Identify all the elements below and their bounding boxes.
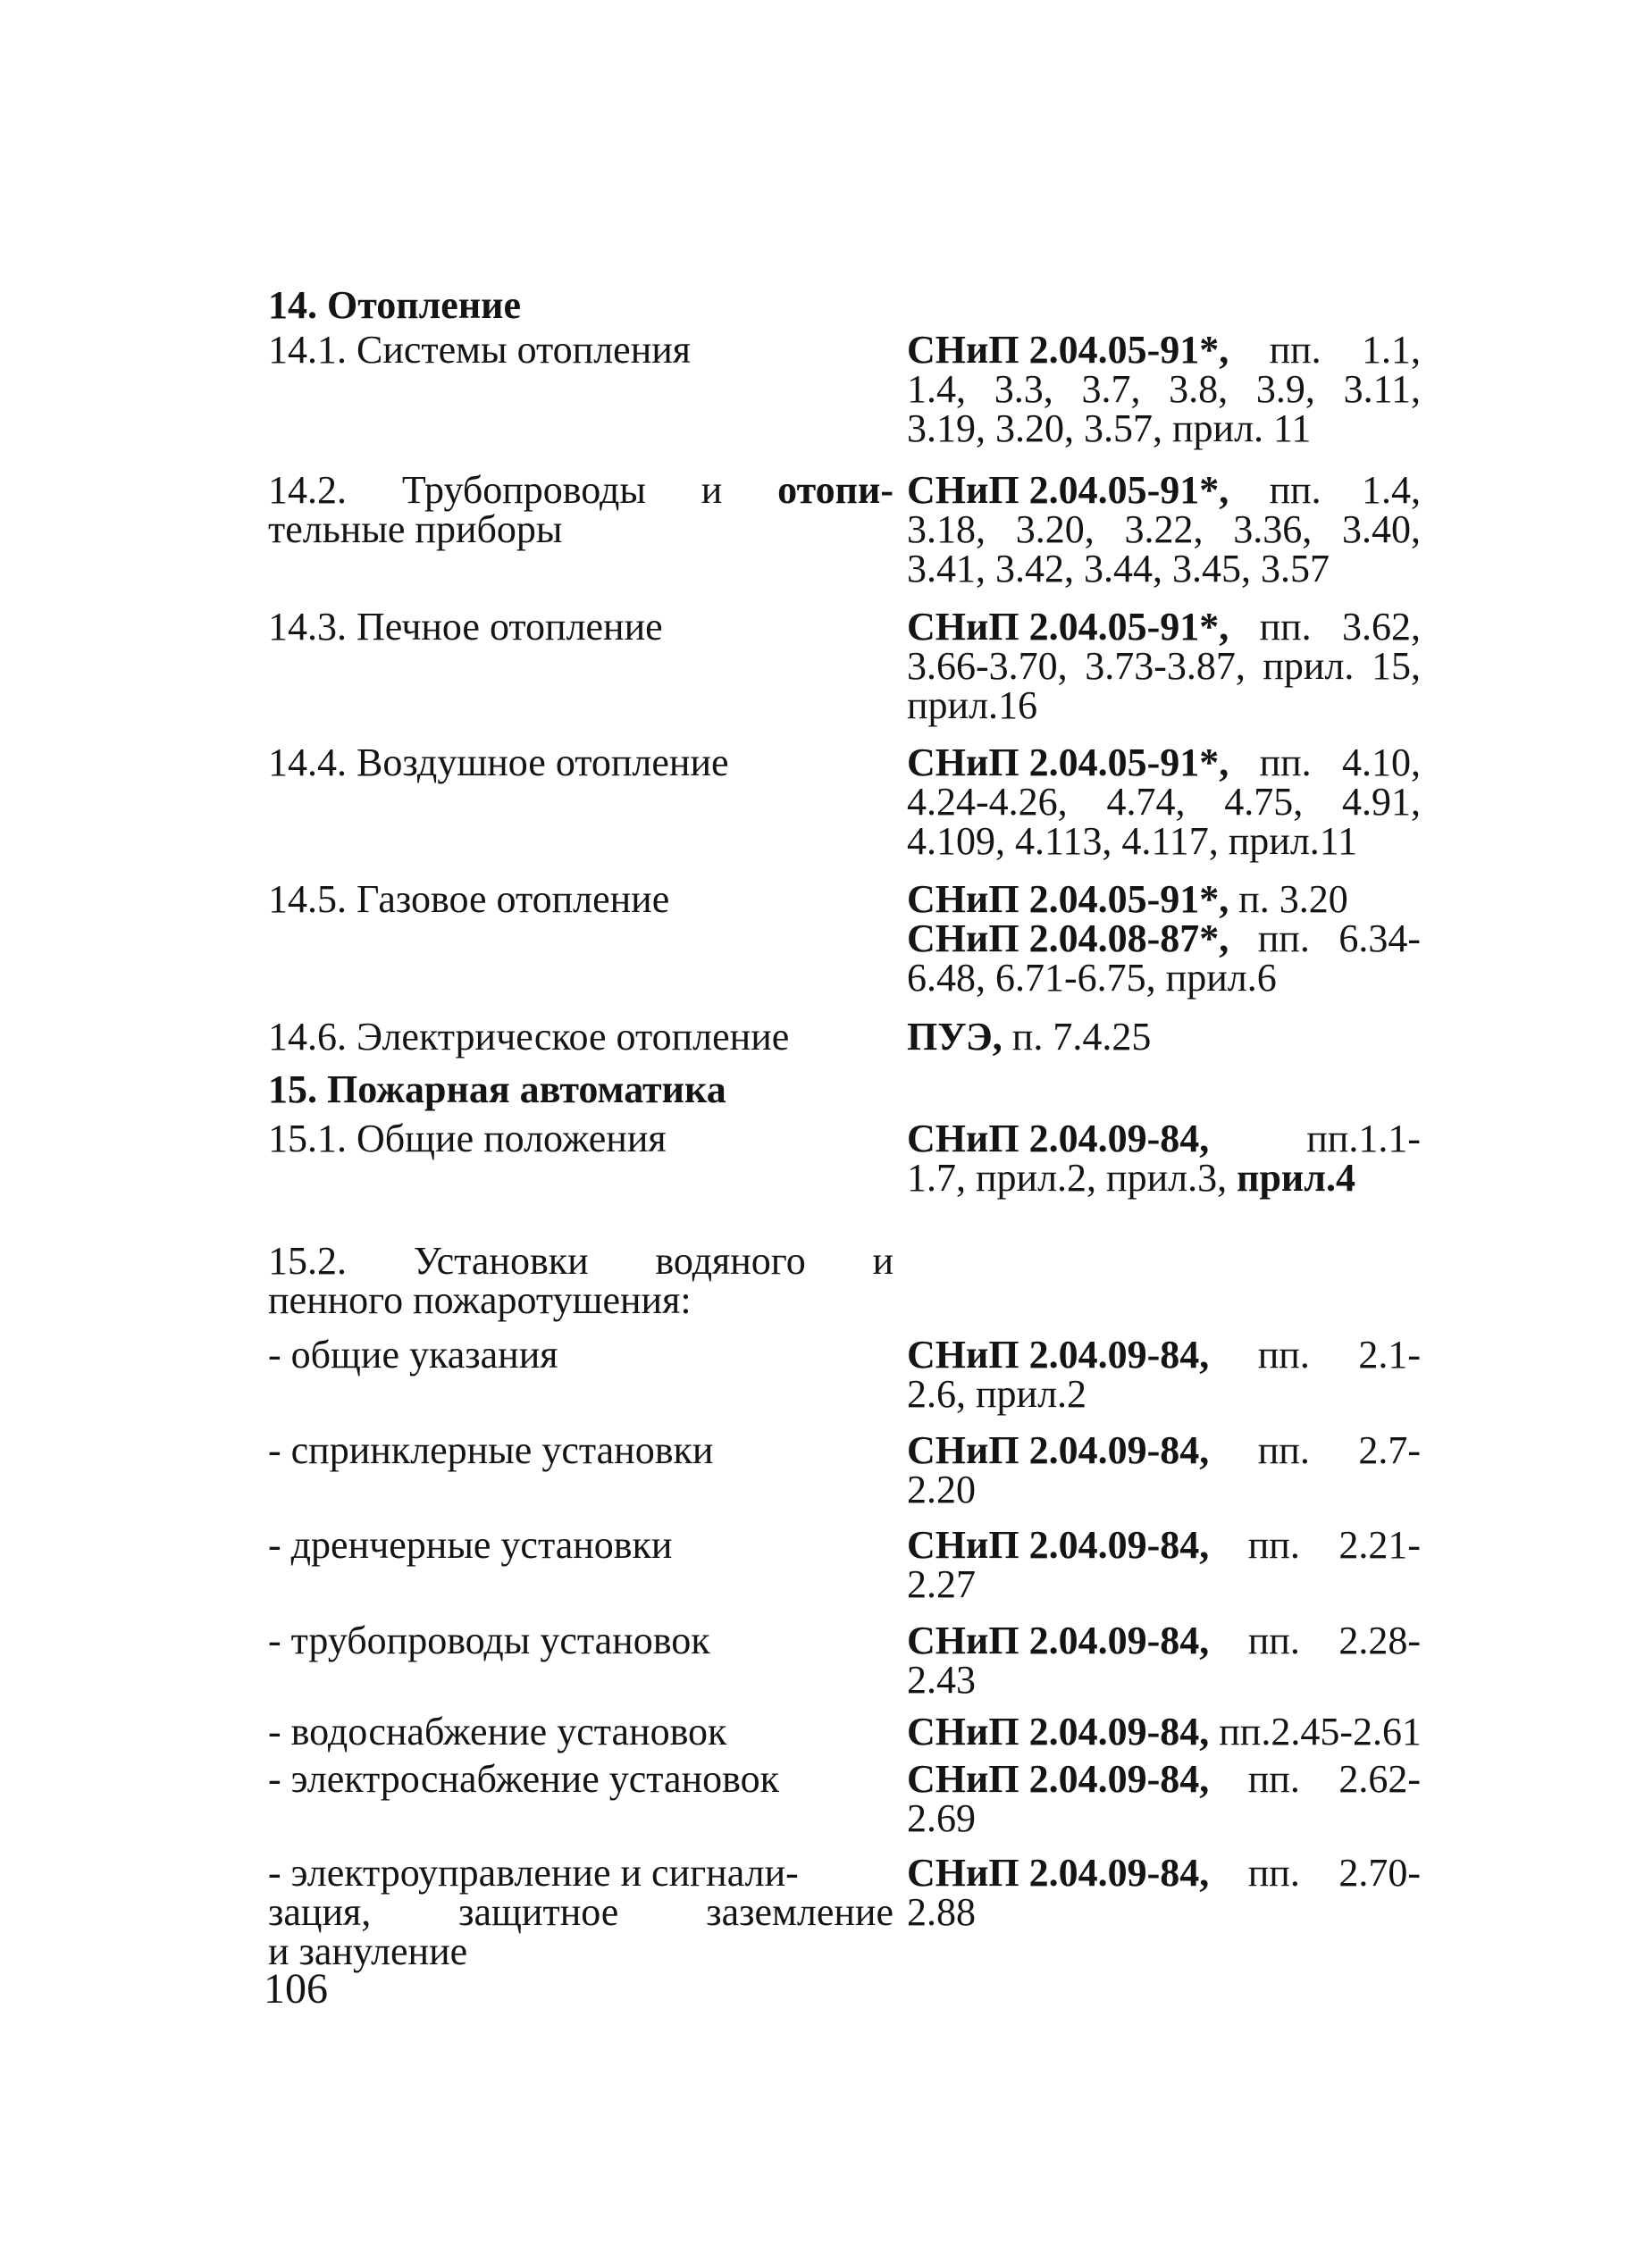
word: пп. [1257, 1333, 1310, 1377]
norm-reference-cell [907, 1851, 1421, 1934]
text-span: прил.16 [907, 683, 1038, 727]
text-span: п. 7.4.25 [1002, 1015, 1152, 1059]
word: прил. [1263, 644, 1355, 688]
topic-line [268, 468, 894, 512]
reference-line [907, 406, 1421, 450]
word: пп. [1257, 1428, 1310, 1472]
text-span: - дренчерные установки [268, 1523, 673, 1567]
topic-cell [268, 607, 894, 647]
text-span: ПУЭ [907, 1015, 993, 1059]
word: пп. [1259, 741, 1312, 784]
reference-line [907, 743, 1421, 783]
text-span: пп.2.45-2.61 [1209, 1710, 1422, 1753]
word: 3.73-3.87, [1085, 644, 1246, 688]
text-span: - спринклерные установки [268, 1428, 714, 1472]
norm-reference-cell [907, 1428, 1421, 1511]
topic-line [268, 1017, 894, 1057]
text-span: - водоснабжение установок [268, 1710, 727, 1753]
text-span: , [1199, 1710, 1210, 1753]
text-span: 2.69 [907, 1796, 976, 1840]
reference-line [907, 507, 1421, 551]
topic-cell [268, 1851, 894, 1973]
topic-line [268, 1335, 894, 1375]
text-span: 2.88 [907, 1890, 976, 1934]
text-span: , [1219, 877, 1229, 921]
reference-line [907, 1796, 1421, 1840]
text-span: 2.27 [907, 1562, 976, 1606]
topic-cell [268, 1621, 894, 1661]
norm-reference-cell [907, 1523, 1421, 1606]
text-span: тельные приборы [268, 507, 563, 551]
word: 2.28- [1338, 1619, 1421, 1662]
reference-line [907, 1757, 1421, 1801]
topic-cell [268, 328, 894, 372]
text-span: 3.19, 3.20, 3.57, прил. 11 [907, 406, 1312, 450]
text-span: прил.4 [1237, 1156, 1355, 1200]
topic-line [268, 1119, 894, 1159]
word: пп. [1257, 916, 1310, 960]
word: СНиП 2.04.09-84, [907, 1117, 1210, 1160]
text-span: СНиП 2.04.05-91* [907, 877, 1220, 921]
word: 15, [1371, 644, 1421, 688]
reference-line [907, 1658, 1421, 1702]
text-span: 14.1. Системы отопления [268, 328, 692, 372]
reference-line [907, 819, 1421, 863]
norm-reference-cell [907, 328, 1421, 450]
word: пп. [1247, 1619, 1300, 1662]
reference-line [907, 1428, 1421, 1472]
word: 4.24-4.26, [907, 780, 1068, 824]
text-span: 2.20 [907, 1468, 976, 1511]
text-span: 14.4. Воздушное отопление [268, 741, 729, 784]
topic-cell [268, 1757, 894, 1801]
word: СНиП 2.04.09-84, [907, 1428, 1210, 1472]
reference-line [907, 607, 1421, 647]
topic-line [268, 1523, 894, 1567]
word: зация, [268, 1890, 372, 1934]
word: пп. [1269, 328, 1321, 372]
reference-line [907, 916, 1421, 960]
word: 3.8, [1169, 367, 1229, 411]
reference-line [907, 1890, 1421, 1934]
word: 3.62, [1341, 605, 1421, 649]
word: отопи- [777, 468, 894, 512]
reference-line [907, 1335, 1421, 1375]
norm-reference-cell [907, 1621, 1421, 1700]
reference-line [907, 1621, 1421, 1661]
word: 4.75, [1224, 780, 1304, 824]
text-span: - электроснабжение установок [268, 1757, 779, 1801]
text-span: СНиП 2.04.09-84 [907, 1710, 1200, 1753]
text-span: 6.48, 6.71-6.75, прил.6 [907, 956, 1277, 1000]
norm-reference-cell [907, 1017, 1421, 1057]
text-span: 14.3. Печное отопление [268, 605, 663, 649]
topic-line [268, 328, 894, 372]
word: СНиП 2.04.09-84, [907, 1523, 1210, 1567]
word: 2.21- [1338, 1523, 1421, 1567]
text-span: - электроуправление и сигнали- [268, 1851, 799, 1895]
topic-cell [268, 1712, 894, 1752]
norm-reference-cell [907, 877, 1421, 1000]
reference-line [907, 1372, 1421, 1416]
topic-line [268, 1712, 894, 1752]
reference-line [907, 328, 1421, 372]
reference-line [907, 1156, 1421, 1200]
topic-cell [268, 1335, 894, 1375]
topic-line [268, 1890, 894, 1934]
word: пп. [1259, 605, 1312, 649]
word: 3.22, [1124, 507, 1204, 551]
topic-line [268, 1428, 894, 1472]
text-span: 2.6, прил.2 [907, 1372, 1087, 1416]
text-span: - общие указания [268, 1333, 558, 1377]
word: 14.2. [268, 468, 347, 512]
reference-line [907, 1712, 1421, 1752]
word: 2.7- [1358, 1428, 1421, 1472]
word: 1.4, [1361, 468, 1421, 512]
word: пп. [1247, 1757, 1300, 1801]
text-span: 14.5. Газовое отопление [268, 877, 670, 921]
word: водяного [655, 1239, 806, 1283]
reference-line [907, 1851, 1421, 1895]
topic-line [268, 1757, 894, 1801]
reference-line [907, 1562, 1421, 1606]
reference-line [907, 468, 1421, 512]
reference-line [907, 367, 1421, 411]
page-number: 106 [264, 1965, 328, 2013]
topic-cell [268, 1428, 894, 1472]
topic-cell [268, 1523, 894, 1567]
reference-line [907, 958, 1421, 998]
norm-reference-cell [907, 1335, 1421, 1414]
word: СНиП 2.04.05-91*, [907, 328, 1229, 372]
word: заземление [706, 1890, 894, 1934]
reference-line [907, 683, 1421, 727]
word: 3.20, [1015, 507, 1095, 551]
word: 6.34- [1338, 916, 1421, 960]
topic-line [268, 1239, 894, 1283]
word: СНиП 2.04.05-91*, [907, 605, 1229, 649]
word: 4.74, [1106, 780, 1186, 824]
text-span: , [992, 1015, 1003, 1059]
norm-reference-cell [907, 743, 1421, 861]
topic-line [268, 1851, 894, 1895]
word: и [872, 1239, 894, 1283]
reference-line [907, 644, 1421, 688]
reference-line [907, 780, 1421, 824]
word: 15.2. [268, 1239, 347, 1283]
word: пп. [1247, 1523, 1300, 1567]
word: Установки [413, 1239, 589, 1283]
topic-line [268, 877, 894, 921]
norm-reference-cell [907, 1712, 1421, 1752]
norm-reference-cell [907, 1119, 1421, 1198]
topic-cell [268, 877, 894, 921]
topic-line [268, 507, 894, 551]
text-span: п. 3.20 [1229, 877, 1348, 921]
reference-line [907, 1523, 1421, 1567]
word: 1.1, [1361, 328, 1421, 372]
word: СНиП 2.04.09-84, [907, 1851, 1210, 1895]
topic-line [268, 1621, 894, 1661]
word: 4.10, [1341, 741, 1421, 784]
reference-line [907, 1119, 1421, 1159]
word: 3.9, [1255, 367, 1315, 411]
word: 2.62- [1338, 1757, 1421, 1801]
word: СНиП 2.04.08-87*, [907, 916, 1229, 960]
word: СНиП 2.04.05-91*, [907, 468, 1229, 512]
reference-line [907, 549, 1421, 589]
topic-line [268, 743, 894, 783]
topic-cell [268, 1119, 894, 1159]
topic-cell [268, 1017, 894, 1057]
topic-line [268, 1278, 894, 1322]
section-heading-fire-automation: 15. Пожарная автоматика [268, 1067, 726, 1111]
word: 2.70- [1338, 1851, 1421, 1895]
word: 3.66-3.70, [907, 644, 1068, 688]
word: пп. [1269, 468, 1321, 512]
norm-reference-cell [907, 1757, 1421, 1840]
word: пп.1.1- [1306, 1117, 1421, 1160]
word: Трубопроводы [401, 468, 646, 512]
text-span: 2.43 [907, 1658, 976, 1702]
word: СНиП 2.04.05-91*, [907, 741, 1229, 784]
word: и [701, 468, 723, 512]
norm-reference-cell [907, 468, 1421, 590]
word: 3.18, [907, 507, 986, 551]
word: 3.7, [1081, 367, 1141, 411]
word: СНиП 2.04.09-84, [907, 1333, 1210, 1377]
word: пп. [1247, 1851, 1300, 1895]
topic-cell [268, 1239, 894, 1322]
word: СНиП 2.04.09-84, [907, 1757, 1210, 1801]
word: 3.3, [994, 367, 1053, 411]
topic-cell [268, 468, 894, 551]
text-span: 1.7, прил.2, прил.3, [907, 1156, 1237, 1200]
text-span: 3.41, 3.42, 3.44, 3.45, 3.57 [907, 547, 1330, 590]
reference-line [907, 1017, 1421, 1057]
word: 1.4, [907, 367, 966, 411]
word: СНиП 2.04.09-84, [907, 1619, 1210, 1662]
word: 3.40, [1342, 507, 1421, 551]
text-span: 14.6. Электрическое отопление [268, 1015, 790, 1059]
text-span: и зануление [268, 1929, 468, 1973]
word: 3.11, [1343, 367, 1421, 411]
text-span: 15.1. Общие положения [268, 1117, 667, 1160]
norm-reference-cell [907, 607, 1421, 725]
topic-cell [268, 743, 894, 783]
reference-line [907, 1470, 1421, 1510]
word: 2.1- [1358, 1333, 1421, 1377]
text-span: 4.109, 4.113, 4.117, прил.11 [907, 819, 1358, 863]
text-span: - трубопроводы установок [268, 1619, 710, 1662]
text-span: пенного пожаротушения: [268, 1278, 692, 1322]
section-heading-heating: 14. Отопление [268, 283, 522, 327]
reference-line [907, 877, 1421, 921]
word: 3.36, [1233, 507, 1313, 551]
word: 4.91, [1342, 780, 1421, 824]
topic-line [268, 1929, 894, 1973]
word: защитное [458, 1890, 619, 1934]
topic-line [268, 607, 894, 647]
